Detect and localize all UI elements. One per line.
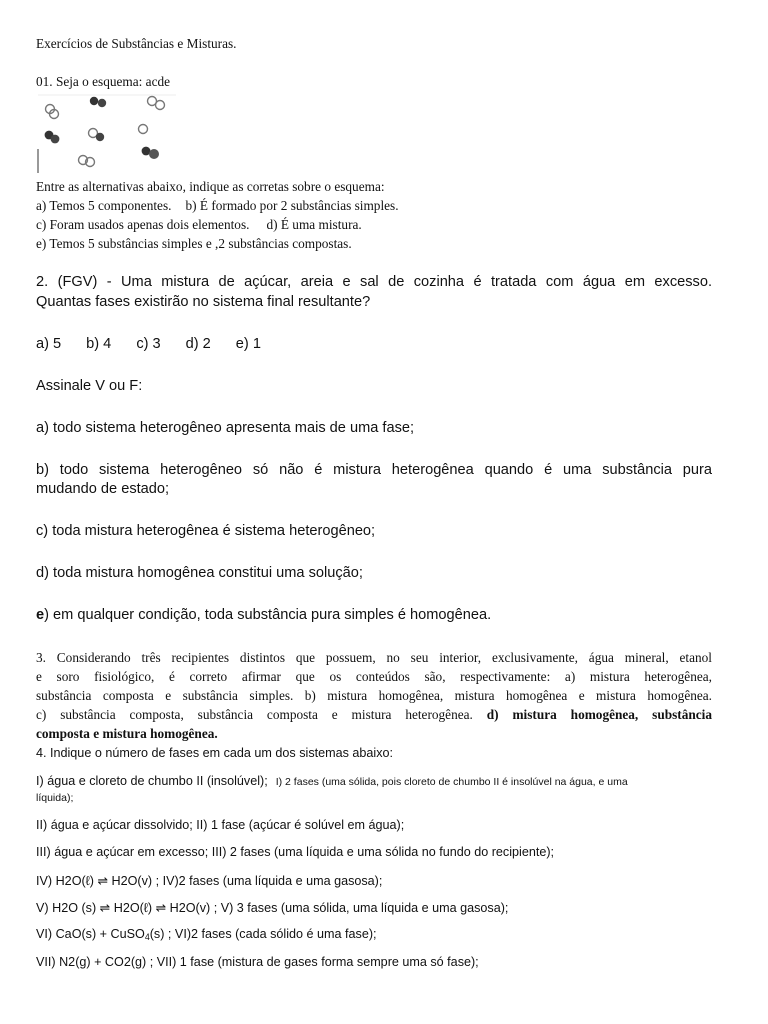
q4-item-v: V) H2O (s) ⇌ H2O(ℓ) ⇌ H2O(v) ; V) 3 fases (uma sólida, uma líquida e uma gasosa);	[36, 901, 509, 915]
q1-intro: Entre as alternativas abaixo, indique as corretas sobre o esquema:	[36, 179, 385, 194]
vf-item-b-line-2: mudando de estado;	[36, 481, 170, 497]
q4-item-vi	[36, 927, 377, 942]
q1-option-c: c) Foram usados apenas dois elementos.	[36, 217, 250, 232]
vf-item-b-line-1: b) todo sistema heterogêneo só não é mistura heterogênea quando é uma substância pura	[36, 462, 712, 478]
q3-option-d-end: composta e mistura homogênea.	[36, 726, 218, 741]
q3-line-3: substância composta e substância simples. b) mistura homogênea, mistura homogênea e mistura homogênea.	[36, 688, 712, 703]
q1-option-d: d) É uma mistura.	[266, 217, 362, 232]
q3-line-5	[36, 726, 218, 742]
q4-item-vi-start: VI) CaO(s) + CuSO	[36, 927, 145, 941]
q2-option-c: c) 3	[136, 336, 161, 352]
q2-option-d: d) 2	[185, 336, 211, 352]
q3-line-1: 3. Considerando três recipientes distintos que possuem, no seu interior, exclusivamente, água mineral, etanol	[36, 650, 712, 665]
q4-item-i	[36, 774, 628, 788]
vf-header: Assinale V ou F:	[36, 378, 143, 394]
q4-item-iv: IV) H2O(ℓ) ⇌ H2O(v) ; IV)2 fases (uma líquida e uma gasosa);	[36, 874, 383, 888]
q2-option-e: e) 1	[235, 336, 261, 352]
q4-item-i-answer-cont: líquida);	[36, 792, 74, 804]
q4-item-i-answer: I) 2 fases (uma sólida, pois cloreto de chumbo II é insolúvel na água, e uma	[275, 776, 628, 788]
q4-item-iii: III) água e açúcar em excesso; III) 2 fases (uma líquida e uma sólida no fundo do recipiente);	[36, 845, 555, 859]
page-title: Exercícios de Substâncias e Misturas.	[36, 36, 237, 51]
vf-item-c: c) toda mistura heterogênea é sistema heterogêneo;	[36, 523, 376, 539]
q4-item-ii: II) água e açúcar dissolvido; II) 1 fase (açúcar é solúvel em água);	[36, 818, 405, 832]
q4-item-vii: VII) N2(g) + CO2(g) ; VII) 1 fase (mistura de gases forma sempre uma só fase);	[36, 955, 479, 969]
q1-option-e: e) Temos 5 substâncias simples e ,2 substâncias compostas.	[36, 236, 352, 251]
q4-header: 4. Indique o número de fases em cada um dos sistemas abaixo:	[36, 746, 394, 760]
q4-item-vi-end: (s) ; VI)2 fases (cada sólido é uma fase);	[149, 927, 377, 941]
q1-option-b: b) É formado por 2 substâncias simples.	[185, 198, 399, 213]
q4-item-i-system: I) água e cloreto de chumbo II (insolúvel);	[36, 774, 268, 788]
q2-options	[36, 336, 261, 352]
q2-line-2: Quantas fases existirão no sistema final resultante?	[36, 294, 371, 310]
q3-option-c: c) substância composta, substância composta e mistura heterogênea.	[36, 707, 473, 722]
q1-options-row-2	[36, 217, 362, 233]
q1-options-row-1	[36, 198, 399, 214]
q2-line-1: 2. (FGV) - Uma mistura de açúcar, areia e sal de cozinha é tratada com água em excesso.	[36, 274, 712, 290]
vf-item-e-text: ) em qualquer condição, toda substância pura simples é homogênea.	[44, 607, 492, 623]
vf-item-a: a) todo sistema heterogêneo apresenta mais de uma fase;	[36, 420, 415, 436]
q3-line-2: e soro fisiológico, é correto afirmar que os conteúdos são, respectivamente: a) mistura heterogênea,	[36, 669, 712, 684]
q2-option-b: b) 4	[86, 336, 112, 352]
q1-header: 01. Seja o esquema: acde	[36, 74, 171, 89]
q3-option-d-start: d) mistura homogênea, substância	[486, 707, 712, 722]
vf-item-e-letter: e	[36, 607, 45, 623]
q2-option-a: a) 5	[36, 336, 62, 352]
molecule-scheme-diagram-icon	[36, 93, 178, 175]
q4-item-vi-subscript: 4	[144, 932, 150, 942]
vf-item-d: d) toda mistura homogênea constitui uma solução;	[36, 565, 363, 581]
q3-line-4	[36, 707, 712, 723]
q1-option-a: a) Temos 5 componentes.	[36, 198, 172, 213]
vf-item-e	[36, 607, 491, 623]
